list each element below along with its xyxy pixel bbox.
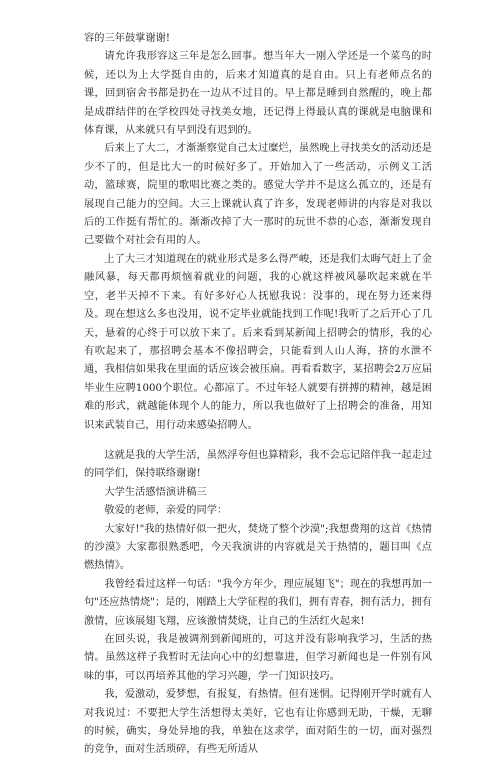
paragraph-opening-line: 容的三年鼓掌谢谢! (84, 33, 171, 44)
salutation: 敬爱的老师，亲爱的同学： (104, 505, 228, 517)
paragraph-greeting: 大家好!"我的热情好似一把火，焚烧了整个沙漠";我想费翔的这首《热情的沙漠》大家都很熟悉吧，今天我演讲的内容就是关于热情的，题目叫《点燃热情》。 (84, 523, 432, 572)
paragraph-junior-year: 上了大三才知道现在的就业形式是多么得严峻，还是我们太晦气赶上了金融风暴，每天都再烦恼着就业的问题，我的心就这样被风暴吹起来就在半空，老半天掉不下来。有好多好心人抚慰我说：没事的，现在努力还来得及。现在想这么多也没用，说不定毕业就能找到工作呢!我听了之后开心了几天，悬着的心终于可以放下来了。后来看到某新闻上招聘会的情形，我的心有吹起来了，那招聘会基本不像招聘会，只能看到人山人海，挤的水泄不通，我相信如果我在里面的话应该会被压扁。再看看数字，某招聘会2万应届毕业生应聘1000个职位。心都凉了。不过年轻人就要有拼搏的精神，越是困难的形式，就越能体现个人的能力，所以我也做好了上招聘会的准备，用知识来武装自己，用行动来感染招聘人。 (84, 253, 432, 431)
paragraph-freshman-year: 请允许我形容这三年是怎么回事。想当年大一刚入学还是一个菜鸟的时候，还以为上大学挺自由的，后来才知道真的是自由。只上有老师点名的课，回到宿舍书都是扔在一边从不过目的。早上都是睡到自然醒的，晚上都是成群结伴的在学校四处寻找美女地，还记得上得最认真的课就是电脑课和体育课，从来就只有早到没有迟到的。 (84, 51, 432, 137)
paragraph-sophomore-year: 后来上了大二，才渐渐察觉自己太过糜烂，虽然晚上寻找美女的活动还是少不了的，但是比大一的时候好多了。开始加入了一些活动，示例义工活动，篮球赛，院里的歌唱比赛之类的。感觉大学并不是这么孤立的，还是有展现自己能力的空间。大三上课就认真了许多，发现老师讲的内容是对我以后的工作挺有帮忙的。渐渐改掉了大一那时的玩世不恭的心态，渐渐发现自己要做个对社会有用的人。 (84, 143, 432, 247)
paragraph-news-class: 在回头说，我是被调剂到新闻班的，可这并没有影响我学习，生活的热情。虽然这样子我暂时无法向心中的幻想靠进，但学习新闻也是一件别有风味的事，可以再培养其他的学习兴趣，学一门知识技巧。 (84, 634, 432, 682)
paragraph-quote: 我曾经看过这样一句话："我今方年少，理应展翅飞"；现在的我想再加一句"还应热情烧"；是的，刚踏上大学征程的我们，拥有青春，拥有活力，拥有激情，应该展翅飞翔，应该激情焚烧，让自己的生活红火起来! (84, 578, 432, 627)
paragraph-dreams: 我，爱激动，爱梦想，有报复，有热情。但有迷惘。记得刚开学时就有人对我说过：不要把大学生活想得太美好，它也有让你感到无助，干燥，无聊的时候，确实，身处异地的我，单独在这求学，面对陌生的一切，面对强烈的竞争，面对生活琐碎，有些无所适从 (84, 689, 432, 756)
document-body (84, 30, 432, 760)
paragraph-closing: 这就是我的大学生活，虽然浮夸但也算精彩，我不会忘记陪伴我一起走过的同学们，保持联络谢谢! (84, 449, 432, 480)
section-title: 大学生活感悟演讲稿三 (104, 486, 207, 498)
